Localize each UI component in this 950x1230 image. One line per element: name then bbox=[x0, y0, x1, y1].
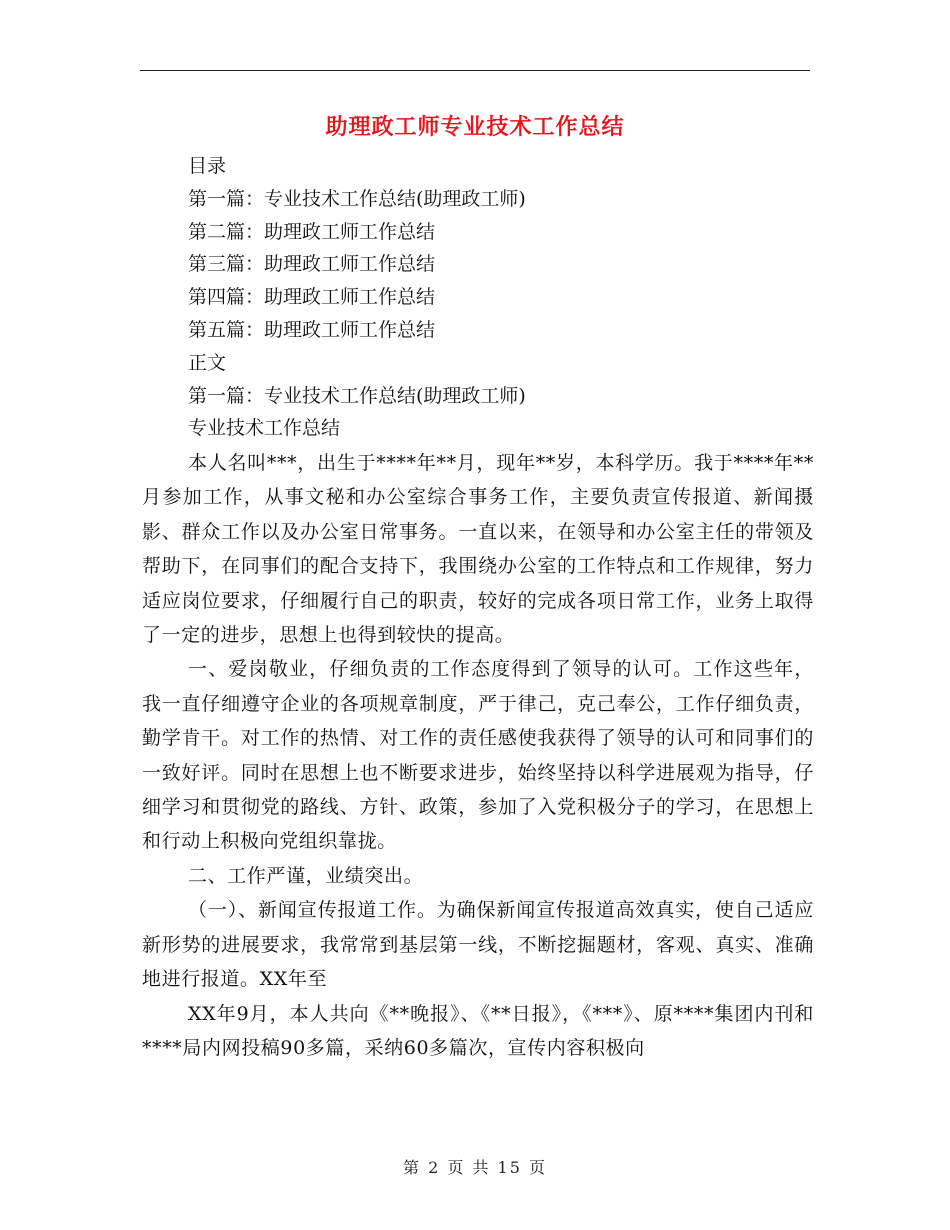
toc-heading: 目录 bbox=[188, 155, 227, 177]
toc-entry-2: 第二篇：助理政工师工作总结 bbox=[188, 220, 436, 243]
table-of-contents bbox=[188, 150, 828, 445]
paragraph-news-stats: XX年9月，本人共向《**晚报》、《**日报》，《***》、原****集团内刊和****局内网投稿90多篇，采纳60多篇次，宣传内容积极向 bbox=[142, 1002, 814, 1059]
paragraph-section-2-heading: 二、工作严谨，业绩突出。 bbox=[188, 864, 424, 887]
body-text bbox=[142, 446, 814, 1065]
paragraph-news-reporting: （一）、新闻宣传报道工作。为确保新闻宣传报道高效真实，使自己适应新形势的进展要求，我常常到基层第一线，不断挖掘题材，客观、真实、准确地进行报道。XX年至 bbox=[142, 899, 814, 991]
toc-entry-5: 第五篇：助理政工师工作总结 bbox=[188, 318, 436, 341]
toc-entry-1: 第一篇：专业技术工作总结(助理政工师) bbox=[188, 187, 526, 210]
page-footer: 第 2 页 共 15 页 bbox=[403, 1158, 547, 1177]
article-subheading: 专业技术工作总结 bbox=[188, 417, 341, 440]
paragraph-section-1: 一、爱岗敬业，仔细负责的工作态度得到了领导的认可。工作这些年，我一直仔细遵守企业的各项规章制度，严于律己，克己奉公，工作仔细负责，勤学肯干。对工作的热情、对工作的责任感使我获得了领导的认可和同事们的一致好评。同时在思想上也不断要求进步，始终坚持以科学进展观为指导，仔细学习和贯彻党的路线、方针、政策，参加了入党积极分子的学习，在思想上和行动上积极向党组织靠拢。 bbox=[142, 658, 814, 853]
body-heading: 正文 bbox=[188, 351, 227, 374]
article-heading: 第一篇：专业技术工作总结(助理政工师) bbox=[188, 384, 526, 407]
header-rule bbox=[140, 70, 810, 71]
toc-entry-3: 第三篇：助理政工师工作总结 bbox=[188, 253, 436, 276]
paragraph-intro: 本人名叫***，出生于****年**月，现年**岁，本科学历。我于****年**月参加工作，从事文秘和办公室综合事务工作，主要负责宣传报道、新闻摄影、群众工作以及办公室日常事务。一直以来，在领导和办公室主任的带领及帮助下，在同事们的配合支持下，我围绕办公室的工作特点和工作规律，努力适应岗位要求，仔细履行自己的职责，较好的完成各项日常工作，业务上取得了一定的进步，思想上也得到较快的提高。 bbox=[142, 452, 814, 647]
document-title: 助理政工师专业技术工作总结 bbox=[325, 115, 625, 140]
toc-entry-4: 第四篇：助理政工师工作总结 bbox=[188, 286, 436, 309]
